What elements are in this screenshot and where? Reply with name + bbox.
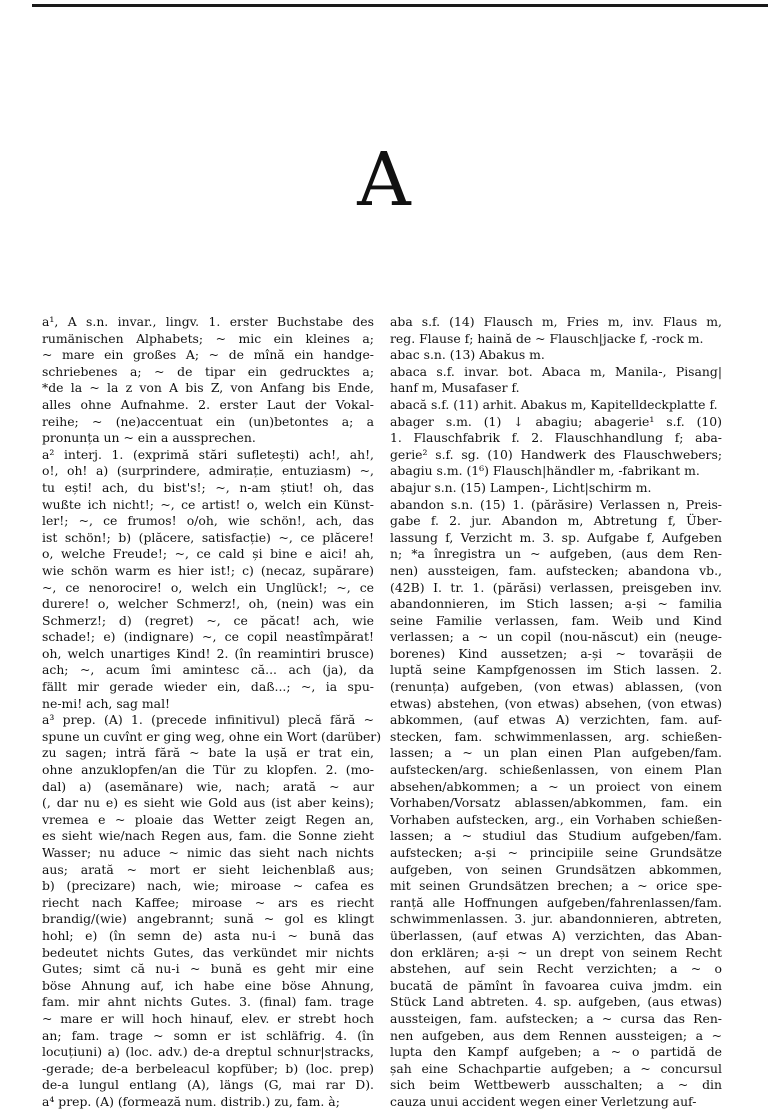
entry-line: aus; arată ~ mort er sieht leichenblaß aus; xyxy=(42,861,374,877)
entry-line: sich beim Wettbewerb ausschalten; a ~ din xyxy=(390,1077,722,1093)
entry-line: ranță alle Hoffnungen aufgeben/fahrenlassen/fam. xyxy=(390,894,722,910)
entry-line: alles ohne Aufnahme. 2. erster Laut der Vokal- xyxy=(42,396,374,412)
entry-line: aufstecken/arg. schießenlassen, von einem Plan xyxy=(390,762,722,778)
entry-line: reihe; ~ (ne)accentuat ein (un)betontes a; a xyxy=(42,413,374,429)
entry-line: Wasser; nu aduce ~ nimic das sieht nach nichts xyxy=(42,845,374,860)
entry-line: zu sagen; intră fără ~ bate la ușă er trat ein, xyxy=(42,745,374,761)
entry-line: tu ești! ach, du bist's!; ~, n-am știut! oh, das xyxy=(42,479,374,495)
entry-line: pronunța un ~ ein a aussprechen. xyxy=(42,430,256,446)
entry-line: o, welche Freude!; ~, ce cald și bine e aici! ah, xyxy=(42,546,374,562)
entry-line: ach; ~, acum îmi amintesc că... ach (ja), da xyxy=(42,662,374,678)
dictionary-entry xyxy=(42,314,374,447)
entry-line: -gerade; de-a berbeleacul kopfüber; b) (loc. prep) xyxy=(42,1060,374,1076)
entry-line: abacă s.f. (11) arhit. Abakus m, Kapitelldeckplatte f. xyxy=(390,396,718,412)
entry-line: ler!; ~, ce frumos! o/oh, wie schön!, ach, das xyxy=(42,513,374,529)
entry-line: abkommen, (auf etwas A) verzichten, fam. auf- xyxy=(390,712,722,728)
entry-line: 1. Flauschfabrik f. 2. Flauschhandlung f; aba- xyxy=(390,430,722,446)
entry-line: ohne anzuklopfen/an die Tür zu klopfen. 2. (mo- xyxy=(42,762,374,778)
entry-line: böse Ahnung auf, ich habe eine böse Ahnung, xyxy=(42,977,374,993)
entry-line: oh, welch unartiges Kind! 2. (în reamintiri brusce) xyxy=(42,645,374,661)
entry-line: Gutes; simt că nu-i ~ bună es geht mir eine xyxy=(42,961,374,977)
top-rule xyxy=(32,4,768,7)
entry-line: ist schön!; b) (plăcere, satisfacție) ~, ce plăcere! xyxy=(42,529,374,545)
entry-line: bedeutet nichts Gutes, das verkündet mir nichts xyxy=(42,944,374,960)
dictionary-entry xyxy=(390,497,722,1111)
entry-line: absehen/abkommen; a ~ un proiect von einem xyxy=(390,778,722,794)
entry-line: abac s.n. (13) Abakus m. xyxy=(390,347,545,363)
entry-line: fam. mir ahnt nichts Gutes. 3. (final) fam. trage xyxy=(42,994,374,1010)
entry-line: de-a lungul entlang (A), längs (G, mai rar D). xyxy=(42,1077,374,1093)
dictionary-entry xyxy=(390,347,722,364)
entry-line: (, dar nu e) es sieht wie Gold aus (ist aber keins); xyxy=(42,795,374,811)
dictionary-entry xyxy=(390,480,722,497)
entry-line: lupta den Kampf aufgeben; a ~ o partidă de xyxy=(390,1044,722,1060)
entry-line: aussteigen, fam. aufstecken; a ~ cursa das Ren- xyxy=(390,1010,722,1026)
entry-line: lassen; a ~ un plan einen Plan aufgeben/fam. xyxy=(390,745,722,761)
entry-line: Stück Land abtreten. 4. sp. aufgeben, (aus etwas) xyxy=(390,994,722,1010)
entry-line: abagiu s.m. (1⁶) Flausch|händler m, -fabrikant m. xyxy=(390,463,700,479)
entry-line: riecht nach Kaffee; miroase ~ ars es riecht xyxy=(42,894,374,910)
entry-line: überlassen, (auf etwas A) verzichten, das Aban- xyxy=(390,927,722,943)
entry-line: es sieht wie/nach Regen aus, fam. die Sonne zieht xyxy=(42,828,374,844)
entry-line: vremea e ~ ploaie das Wetter zeigt Regen an, xyxy=(42,811,374,827)
entry-line: luptă seine Kampfgenossen im Stich lassen. 2. xyxy=(390,662,722,678)
entry-line: reg. Flause f; haină de ~ Flausch|jacke f, -rock m. xyxy=(390,330,704,346)
entry-line: mit seinen Grundsätzen brechen; a ~ orice spe- xyxy=(390,878,722,894)
entry-line: rumänischen Alphabets; ~ mic ein kleines a; xyxy=(42,330,374,346)
entry-line: lassung f, Verzicht m. 3. sp. Aufgabe f, Aufgeben xyxy=(390,529,722,545)
entry-line: a² interj. 1. (exprimă stări sufletești) ach!, ah!, xyxy=(42,446,374,462)
entry-line: nen) aussteigen, fam. aufstecken; abandona vb., xyxy=(390,562,722,578)
entry-line: șah eine Schachpartie aufgeben; a ~ concursul xyxy=(390,1060,722,1076)
entry-line: dal) a) (asemănare) wie, nach; arată ~ aur xyxy=(42,778,374,794)
entry-line: (renunța) aufgeben, (von etwas) ablassen, (von xyxy=(390,679,722,695)
entry-line: abaca s.f. invar. bot. Abaca m, Manila-, Pisang| xyxy=(390,363,722,379)
entry-line: ~ mare ein großes A; ~ de mînă ein handge- xyxy=(42,347,374,363)
entry-line: wie schön warm es hier ist!; c) (necaz, supărare) xyxy=(42,562,374,578)
entry-line: durere! o, welcher Schmerz!, oh, (nein) was ein xyxy=(42,596,374,612)
left-column xyxy=(42,314,382,1109)
entry-line: bucată de pămînt în favoarea cuiva jmdm. ein xyxy=(390,977,722,993)
entry-line: *de la ~ la z von A bis Z, von Anfang bis Ende, xyxy=(42,380,374,396)
entry-line: a⁴ prep. (A) (formează num. distrib.) zu, fam. à; xyxy=(42,1093,340,1109)
section-letter: A xyxy=(357,137,411,223)
entry-line: hohl; e) (în semn de) asta nu-i ~ bună das xyxy=(42,927,374,943)
entry-line: seine Familie verlassen, fam. Weib und Kind xyxy=(390,612,722,628)
entry-line: abager s.m. (1) ↓ abagiu; abagerie¹ s.f. (10) xyxy=(390,413,722,429)
entry-line: aba s.f. (14) Flausch m, Fries m, inv. Flaus m, xyxy=(390,314,722,329)
entry-line: b) (precizare) nach, wie; miroase ~ cafea es xyxy=(42,878,374,894)
entry-line: gerie² s.f. sg. (10) Handwerk des Flauschwebers; xyxy=(390,446,722,462)
entry-line: schade!; e) (indignare) ~, ce copil neastîmpărat! xyxy=(42,629,374,645)
entry-line: an; fam. trage ~ somn er ist schläfrig. 4. (în xyxy=(42,1027,374,1043)
entry-line: n; *a înregistra un ~ aufgeben, (aus dem Ren- xyxy=(390,546,722,562)
entry-line: aufstecken; a-și ~ principiile seine Grundsätze xyxy=(390,845,722,860)
entry-line: abandon s.n. (15) 1. (părăsire) Verlassen n, Preis- xyxy=(390,496,722,512)
entry-line: schriebenes a; ~ de tipar ein gedrucktes a; xyxy=(42,363,374,379)
dictionary-entry xyxy=(42,712,382,1110)
entry-line: Vorhaben aufstecken, arg., ein Vorhaben schießen- xyxy=(390,811,722,827)
entry-line: cauza unui accident wegen einer Verletzung auf- xyxy=(390,1093,697,1109)
entry-line: borenes) Kind aussetzen; a-și ~ tovarășii de xyxy=(390,645,722,661)
entry-line: o!, oh! a) (surprindere, admirație, entuziasm) ~, xyxy=(42,463,374,479)
entry-line: a³ prep. (A) 1. (precede infinitivul) plecă fără ~ xyxy=(42,712,374,728)
entry-line: schwimmenlassen. 3. jur. abandonnieren, abtreten, xyxy=(390,911,722,927)
dictionary-entry xyxy=(390,414,722,480)
entry-line: aufgeben, von seinen Grundsätzen abkommen, xyxy=(390,861,722,877)
entry-line: spune un cuvînt er ging weg, ohne ein Wort (darüber) xyxy=(42,728,382,744)
entry-line: ~ mare er will hoch hinauf, elev. er strebt hoch xyxy=(42,1010,374,1026)
entry-line: Vorhaben/Vorsatz ablassen/abkommen, fam. ein xyxy=(390,795,722,811)
entry-line: abajur s.n. (15) Lampen-, Licht|schirm m. xyxy=(390,479,652,495)
entry-line: abstehen, auf sein Recht verzichten; a ~ o xyxy=(390,961,722,977)
entry-line: locuțiuni) a) (loc. adv.) de-a dreptul schnur|stracks, xyxy=(42,1044,374,1060)
entry-line: stecken, fam. schwimmenlassen, arg. schießen- xyxy=(390,728,722,744)
dictionary-entry xyxy=(42,447,374,713)
entry-line: wußte ich nicht!; ~, ce artist! o, welch ein Künst- xyxy=(42,496,374,512)
entry-line: abandonnieren, im Stich lassen; a-și ~ familia xyxy=(390,596,722,612)
entry-line: gabe f. 2. jur. Abandon m, Abtretung f, Über- xyxy=(390,513,722,529)
dictionary-entry xyxy=(390,397,722,414)
entry-line: ne-mi! ach, sag mal! xyxy=(42,695,171,711)
entry-line: lassen; a ~ studiul das Studium aufgeben/fam. xyxy=(390,828,722,844)
entry-line: fällt mir gerade wieder ein, daß...; ~, ia spu- xyxy=(42,679,374,695)
dictionary-entry xyxy=(390,314,722,347)
entry-line: hanf m, Musafaser f. xyxy=(390,380,520,396)
entry-line: verlassen; a ~ un copil (nou-născut) ein (neuge- xyxy=(390,629,722,645)
entry-line: nen aufgeben, aus dem Rennen aussteigen; a ~ xyxy=(390,1027,722,1043)
entry-line: (42B) I. tr. 1. (părăsi) verlassen, preisgeben inv. xyxy=(390,579,722,595)
entry-line: etwas) abstehen, (von etwas) absehen, (von etwas) xyxy=(390,695,722,711)
entry-line: a¹, A s.n. invar., lingv. 1. erster Buchstabe des xyxy=(42,314,374,329)
right-column xyxy=(390,314,722,1109)
entry-line: ~, ce nenorocire! o, welch ein Unglück!; ~, ce xyxy=(42,579,374,595)
dictionary-entry xyxy=(390,364,722,397)
entry-line: don erklären; a-și ~ un drept von seinem Recht xyxy=(390,944,722,960)
entry-line: Schmerz!; d) (regret) ~, ce păcat! ach, wie xyxy=(42,612,374,628)
entry-line: brandig/(wie) angebrannt; sună ~ gol es klingt xyxy=(42,911,374,927)
